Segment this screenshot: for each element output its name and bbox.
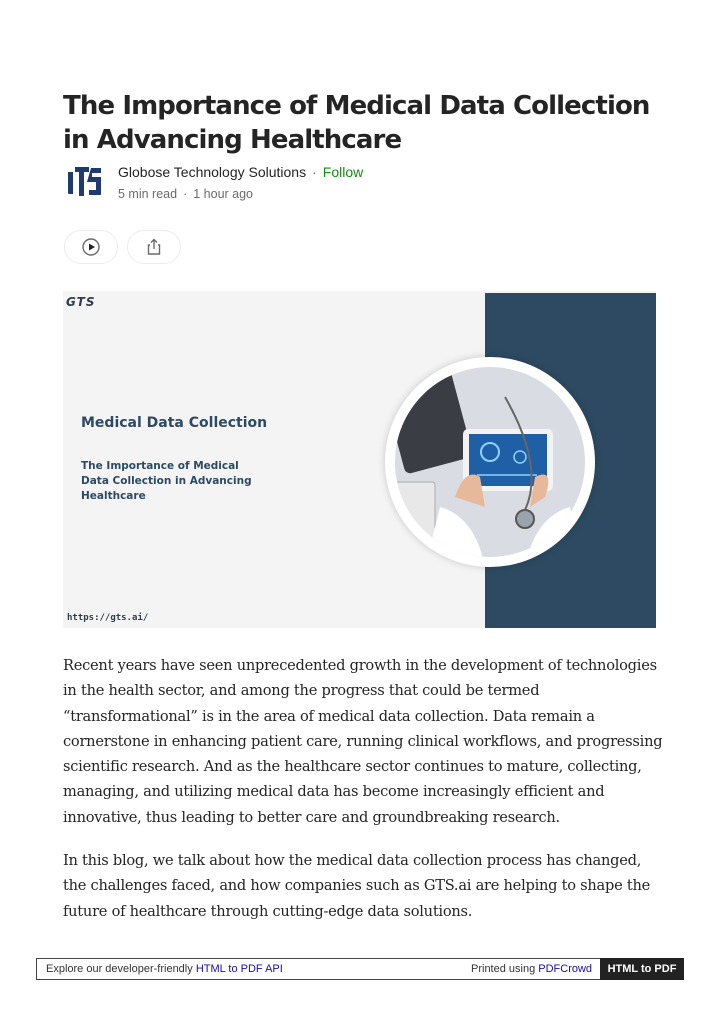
hero-photo-circle <box>385 357 595 567</box>
tablet-illustration <box>385 357 595 567</box>
pdfcrowd-link[interactable]: PDFCrowd <box>538 963 593 975</box>
footer-printed-text: Printed using <box>471 963 539 975</box>
body-paragraph-2: In this blog, we talk about how the medical data collection process has changed, the challenges faced, and how companies such as GTS.ai are helping to shape the future of healthcare through cutting-edge data solutions. <box>63 852 651 920</box>
author-line <box>118 164 363 180</box>
html-to-pdf-button[interactable]: HTML to PDF <box>600 958 684 980</box>
read-time: 5 min read <box>118 187 178 201</box>
separator: · <box>183 187 188 201</box>
play-circle-icon <box>81 237 101 257</box>
article-meta <box>118 187 253 201</box>
article-title: The Importance of Medical Data Collection in Advancing Healthcare <box>63 91 650 156</box>
hero-subheading: The Importance of Medical Data Collection in Advancing Healthcare <box>81 460 252 502</box>
pdfcrowd-footer <box>36 958 684 980</box>
footer-explore <box>46 963 283 975</box>
hero-logo: GTS <box>66 295 96 309</box>
author-name[interactable]: Globose Technology Solutions <box>118 164 307 180</box>
footer-explore-text: Explore our developer-friendly <box>46 963 196 975</box>
author-avatar[interactable] <box>64 160 106 202</box>
body-paragraph-1: Recent years have seen unprecedented growth in the development of technologies in the health sector, and among the progress that could be termed “transformational” is in the area of medical data collection. Data remain a cornerstone in enhancing patient care, running clinical workflows, and progressing scientific research. And as the healthcare sector continues to mature, collecting, managing, and utilizing medical data has become increasingly efficient and innovative, thus leading to better care and groundbreaking research. <box>63 657 663 826</box>
listen-button[interactable] <box>64 230 118 264</box>
share-button[interactable] <box>127 230 181 264</box>
hero-image <box>63 291 656 628</box>
posted-time: 1 hour ago <box>193 187 254 201</box>
share-icon <box>144 237 164 257</box>
hero-heading: Medical Data Collection <box>81 415 268 431</box>
hero-url: https://gts.ai/ <box>67 613 149 623</box>
footer-printed <box>471 963 592 975</box>
html-to-pdf-api-link[interactable]: HTML to PDF API <box>195 963 283 975</box>
follow-button[interactable]: Follow <box>322 164 364 180</box>
separator: · <box>312 164 317 180</box>
gts-avatar-logo <box>64 160 106 202</box>
